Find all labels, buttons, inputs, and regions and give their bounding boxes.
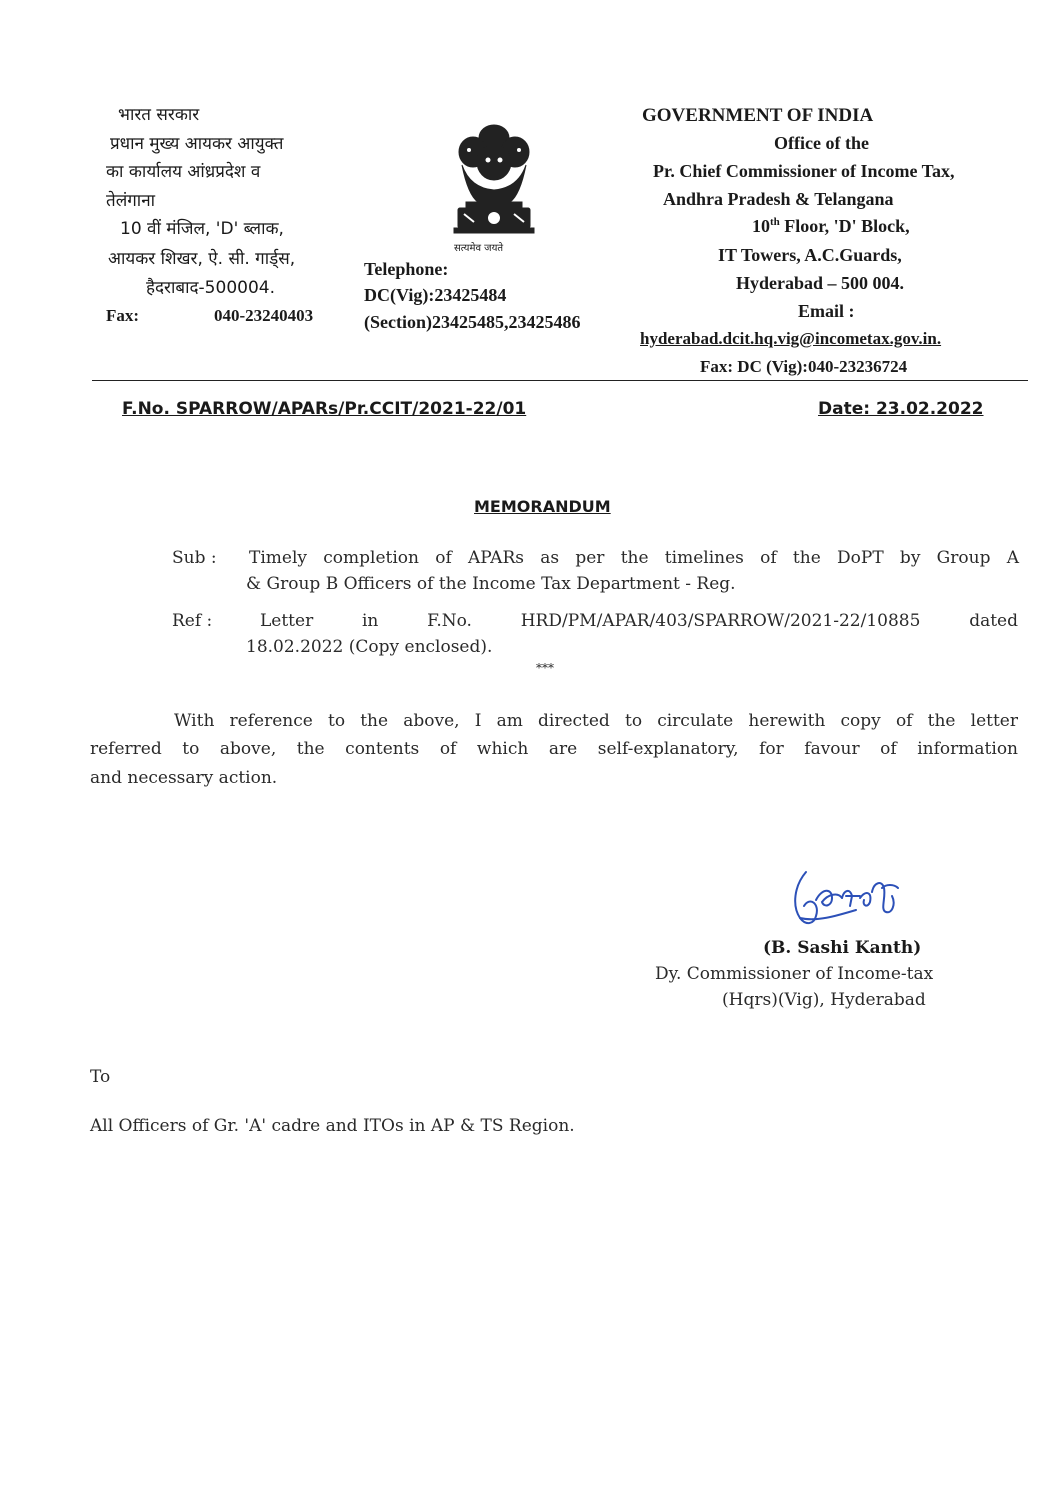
it-towers: IT Towers, A.C.Guards, bbox=[718, 245, 902, 265]
hindi-fax-label: Fax: bbox=[106, 306, 140, 325]
memo-title: MEMORANDUM bbox=[474, 497, 611, 516]
signatory-office: (Hqrs)(Vig), Hyderabad bbox=[722, 990, 926, 1010]
hindi-line-5: 10 वीं मंजिल, 'D' ब्लाक, bbox=[120, 219, 284, 239]
sub-line-2: & Group B Officers of the Income Tax Department - Reg. bbox=[246, 574, 736, 594]
ref-line-1: Letter in F.No. HRD/PM/APAR/403/SPARROW/2021-22/10885 dated bbox=[260, 611, 1018, 631]
signatory-name: (B. Sashi Kanth) bbox=[763, 938, 922, 958]
pr-chief-commissioner: Pr. Chief Commissioner of Income Tax, bbox=[653, 161, 955, 181]
hindi-line-6: आयकर शिखर, ऐ. सी. गार्ड्स, bbox=[108, 249, 296, 269]
state-name: Andhra Pradesh & Telangana bbox=[663, 189, 894, 209]
sub-label: Sub : bbox=[172, 548, 217, 568]
paragraph-line-1: With reference to the above, I am directed to circulate herewith copy of the letter bbox=[174, 711, 1018, 731]
email-label: Email : bbox=[798, 301, 855, 321]
telephone-dc-vig: DC(Vig):23425484 bbox=[364, 285, 507, 305]
national-emblem bbox=[448, 120, 540, 256]
floor-rest: Floor, 'D' Block, bbox=[779, 216, 910, 236]
gov-title: GOVERNMENT OF INDIA bbox=[642, 105, 874, 126]
hindi-line-7: हैदराबाद-500004. bbox=[146, 278, 275, 298]
hindi-line-2: प्रधान मुख्य आयकर आयुक्त bbox=[110, 134, 284, 154]
paragraph-line-2: referred to above, the contents of which are self-explanatory, for favour of information bbox=[90, 739, 1018, 759]
floor-superscript: th bbox=[770, 216, 780, 228]
signatory-designation: Dy. Commissioner of Income-tax bbox=[655, 964, 934, 984]
hindi-line-1: भारत सरकार bbox=[118, 105, 200, 125]
hindi-fax-value: 040-23240403 bbox=[214, 306, 314, 325]
document-date: Date: 23.02.2022 bbox=[818, 399, 984, 419]
recipients-line: All Officers of Gr. 'A' cadre and ITOs in AP & TS Region. bbox=[90, 1116, 575, 1136]
emblem-motto: सत्यमेव जयते bbox=[454, 243, 504, 254]
telephone-label: Telephone: bbox=[364, 259, 449, 279]
separator-stars: *** bbox=[536, 661, 554, 675]
telephone-section: (Section)23425485,23425486 bbox=[364, 312, 581, 332]
to-label: To bbox=[90, 1067, 111, 1087]
ref-line-2: 18.02.2022 (Copy enclosed). bbox=[246, 637, 493, 657]
handwritten-signature bbox=[786, 866, 912, 936]
office-of: Office of the bbox=[774, 133, 869, 153]
floor-number: 10 bbox=[752, 216, 770, 236]
header-divider bbox=[92, 380, 1028, 381]
paragraph-line-3: and necessary action. bbox=[90, 768, 278, 788]
floor-address bbox=[752, 217, 910, 235]
sub-line-1: Timely completion of APARs as per the timelines of the DoPT by Group A bbox=[249, 548, 1019, 568]
hindi-line-4: तेलंगाना bbox=[106, 191, 156, 211]
email-link[interactable]: hyderabad.dcit.hq.vig@incometax.gov.in. bbox=[640, 329, 942, 348]
ashoka-lion-icon bbox=[448, 120, 540, 242]
ref-label: Ref : bbox=[172, 611, 213, 631]
file-number: F.No. SPARROW/APARs/Pr.CCIT/2021-22/01 bbox=[122, 399, 527, 419]
city-pincode: Hyderabad – 500 004. bbox=[736, 273, 905, 293]
fax-dc-vig: Fax: DC (Vig):040-23236724 bbox=[700, 357, 908, 376]
hindi-line-3: का कार्यालय आंध्रप्रदेश व bbox=[106, 162, 261, 182]
